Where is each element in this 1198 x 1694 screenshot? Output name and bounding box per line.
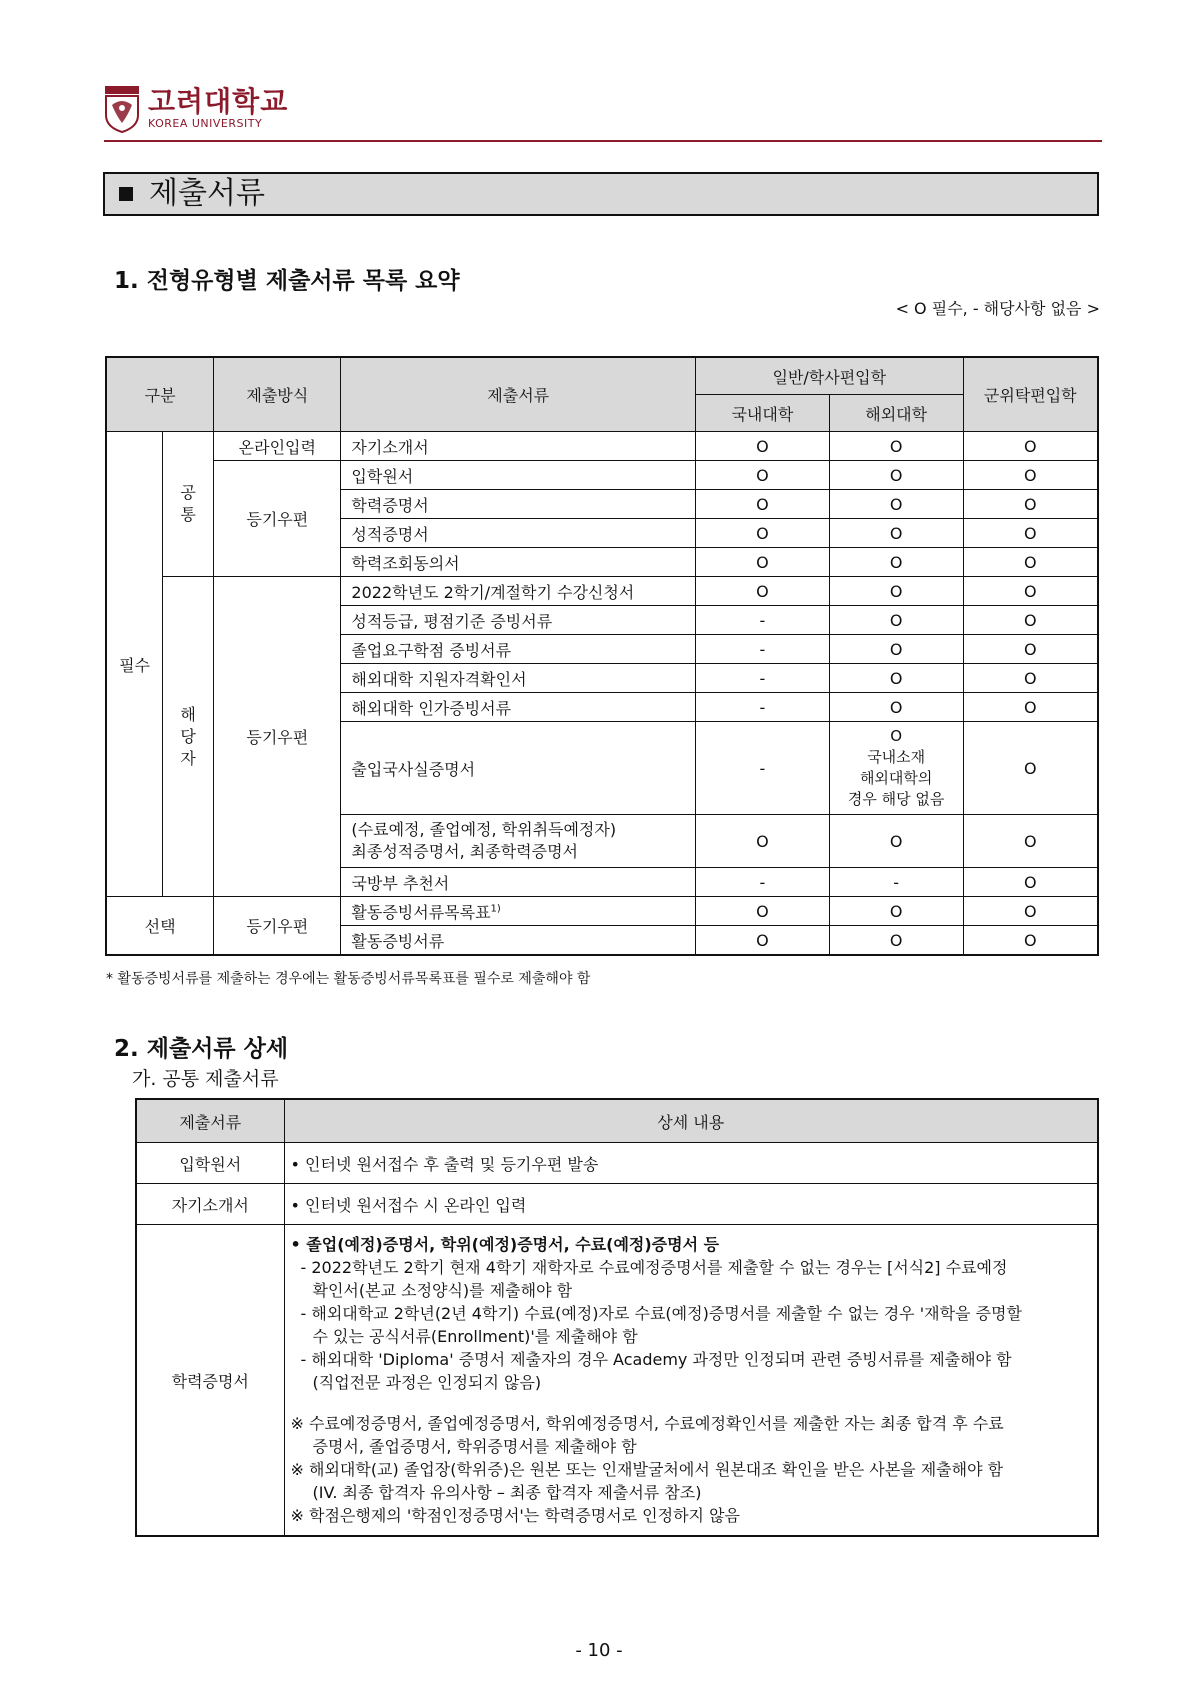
header-military: 군위탁편입학	[963, 357, 1098, 432]
detail-line: 수 있는 공식서류(Enrollment)'를 제출해야 함	[312, 1327, 638, 1346]
doc-cell: 2022학년도 2학기/계절학기 수강신청서	[341, 577, 696, 606]
header-divider	[104, 140, 1102, 142]
cert-detail	[284, 1225, 1098, 1537]
domestic-cell: O	[696, 548, 830, 577]
table-header-row	[106, 357, 1098, 395]
overseas-cell: O 국내소재 해외대학의 경우 해당 없음	[829, 722, 963, 815]
doc-label: 학력증명서	[136, 1225, 284, 1537]
method-mail: 등기우편	[214, 577, 341, 897]
header-method: 제출방식	[214, 357, 341, 432]
doc-cell: 입학원서	[341, 461, 696, 490]
method-mail: 등기우편	[214, 461, 341, 577]
table-footnote: * 활동증빙서류를 제출하는 경우에는 활동증빙서류목록표를 필수로 제출해야 함	[106, 971, 591, 987]
military-cell: O	[963, 461, 1098, 490]
overseas-cell: O	[829, 635, 963, 664]
header-overseas: 해외대학	[829, 395, 963, 432]
method-mail: 등기우편	[214, 897, 341, 956]
header-general: 일반/학사편입학	[696, 357, 964, 395]
military-cell: O	[963, 664, 1098, 693]
overseas-cell: O	[829, 606, 963, 635]
detail-line: ※ 해외대학(교) 졸업장(학위증)은 원본 또는 인재발굴처에서 원본대조 확인을 받은 사본을 제출해야 함	[290, 1460, 1004, 1479]
doc-cell: 성적등급, 평점기준 증빙서류	[341, 606, 696, 635]
detail-heading: 2. 제출서류 상세	[114, 1036, 289, 1062]
military-cell: O	[963, 577, 1098, 606]
doc-text: 활동증빙서류목록표	[351, 902, 491, 922]
table-row	[106, 432, 1098, 461]
detail-line: 확인서(본교 소정양식)를 제출해야 함	[312, 1281, 573, 1300]
military-cell: O	[963, 606, 1098, 635]
military-cell: O	[963, 926, 1098, 956]
university-name-english: KOREA UNIVERSITY	[148, 117, 263, 130]
table-header-row	[136, 1099, 1098, 1143]
square-bullet-icon	[119, 187, 133, 201]
overseas-cell: O	[829, 519, 963, 548]
group-optional: 선택	[106, 897, 214, 956]
detail-text: • 인터넷 원서접수 시 온라인 입력	[284, 1184, 1098, 1225]
table-row	[106, 577, 1098, 606]
military-cell: O	[963, 722, 1098, 815]
header-doc: 제출서류	[136, 1099, 284, 1143]
overseas-cell: O	[829, 577, 963, 606]
detail-line: • 졸업(예정)증명서, 학위(예정)증명서, 수료(예정)증명서 등	[290, 1235, 720, 1254]
military-cell: O	[963, 432, 1098, 461]
domestic-cell: O	[696, 926, 830, 956]
page-number: - 10 -	[575, 1640, 623, 1661]
overseas-cell: O	[829, 461, 963, 490]
header-documents: 제출서류	[341, 357, 696, 432]
section-banner	[103, 172, 1099, 216]
header-detail: 상세 내용	[284, 1099, 1098, 1143]
table-row	[106, 461, 1098, 490]
detail-line: ※ 학점은행제의 '학점인정증명서'는 학력증명서로 인정하지 않음	[290, 1506, 740, 1525]
domestic-cell: O	[696, 897, 830, 926]
military-cell: O	[963, 693, 1098, 722]
doc-cell: (수료예정, 졸업예정, 학위취득예정자) 최종성적증명서, 최종학력증명서	[341, 815, 696, 868]
group-common: 공 통	[163, 432, 214, 577]
detail-line: 증명서, 졸업증명서, 학위증명서를 제출해야 함	[312, 1437, 637, 1456]
overseas-cell: O	[829, 815, 963, 868]
spacer	[291, 1394, 1092, 1412]
detail-subheading: 가. 공통 제출서류	[132, 1068, 279, 1090]
header-domestic: 국내대학	[696, 395, 830, 432]
doc-label: 자기소개서	[136, 1184, 284, 1225]
doc-cell: 학력증명서	[341, 490, 696, 519]
detail-line: (직업전문 과정은 인정되지 않음)	[312, 1373, 542, 1392]
overseas-cell: O	[829, 693, 963, 722]
military-cell: O	[963, 548, 1098, 577]
header-category: 구분	[106, 357, 214, 432]
table-row	[136, 1184, 1098, 1225]
university-logo	[104, 85, 288, 133]
section-title: 제출서류	[149, 176, 265, 211]
table-row	[136, 1143, 1098, 1184]
doc-cell	[341, 897, 696, 926]
detail-line: (IV. 최종 합격자 유의사항 – 최종 합격자 제출서류 참조)	[312, 1483, 702, 1502]
domestic-cell: -	[696, 722, 830, 815]
domestic-cell: O	[696, 577, 830, 606]
group-required: 필수	[106, 432, 163, 897]
table-row	[106, 897, 1098, 926]
summary-table	[105, 356, 1099, 956]
detail-line: - 해외대학 'Diploma' 증명서 제출자의 경우 Academy 과정만 인정되며 관련 증빙서류를 제출해야 함	[300, 1350, 1012, 1369]
detail-text: • 인터넷 원서접수 후 출력 및 등기우편 발송	[284, 1143, 1098, 1184]
detail-line: ※ 수료예정증명서, 졸업예정증명서, 학위예정증명서, 수료예정확인서를 제출한 자는 최종 합격 후 수료	[290, 1414, 1004, 1433]
overseas-cell: O	[829, 897, 963, 926]
overseas-cell: -	[829, 868, 963, 897]
table-row	[136, 1225, 1098, 1537]
military-cell: O	[963, 897, 1098, 926]
university-crest-icon	[104, 85, 140, 133]
footnote-marker: 1)	[490, 903, 501, 915]
domestic-cell: -	[696, 664, 830, 693]
military-cell: O	[963, 519, 1098, 548]
domestic-cell: -	[696, 635, 830, 664]
domestic-cell: O	[696, 490, 830, 519]
doc-cell: 자기소개서	[341, 432, 696, 461]
doc-cell: 출입국사실증명서	[341, 722, 696, 815]
overseas-cell: O	[829, 548, 963, 577]
doc-cell: 학력조회동의서	[341, 548, 696, 577]
detail-table	[135, 1098, 1099, 1537]
military-cell: O	[963, 868, 1098, 897]
military-cell: O	[963, 490, 1098, 519]
domestic-cell: O	[696, 461, 830, 490]
military-cell: O	[963, 635, 1098, 664]
doc-cell: 해외대학 인가증빙서류	[341, 693, 696, 722]
doc-cell: 성적증명서	[341, 519, 696, 548]
summary-legend: < O 필수, - 해당사항 없음 >	[895, 299, 1100, 318]
university-name-korean: 고려대학교	[148, 85, 289, 118]
doc-cell: 해외대학 지원자격확인서	[341, 664, 696, 693]
doc-label: 입학원서	[136, 1143, 284, 1184]
domestic-cell: O	[696, 519, 830, 548]
doc-cell: 국방부 추천서	[341, 868, 696, 897]
domestic-cell: -	[696, 693, 830, 722]
domestic-cell: O	[696, 815, 830, 868]
overseas-cell: O	[829, 926, 963, 956]
overseas-cell: O	[829, 432, 963, 461]
domestic-cell: -	[696, 868, 830, 897]
group-applicable: 해 당 자	[163, 577, 214, 897]
overseas-cell: O	[829, 664, 963, 693]
doc-cell: 활동증빙서류	[341, 926, 696, 956]
military-cell: O	[963, 815, 1098, 868]
method-online: 온라인입력	[214, 432, 341, 461]
detail-line: - 2022학년도 2학기 현재 4학기 재학자로 수료예정증명서를 제출할 수 없는 경우는 [서식2] 수료예정	[300, 1258, 1008, 1277]
doc-cell: 졸업요구학점 증빙서류	[341, 635, 696, 664]
domestic-cell: -	[696, 606, 830, 635]
summary-heading: 1. 전형유형별 제출서류 목록 요약	[114, 268, 460, 294]
domestic-cell: O	[696, 432, 830, 461]
overseas-cell: O	[829, 490, 963, 519]
detail-line: - 해외대학교 2학년(2년 4학기) 수료(예정)자로 수료(예정)증명서를 제출할 수 없는 경우 '재학을 증명할	[300, 1304, 1022, 1323]
